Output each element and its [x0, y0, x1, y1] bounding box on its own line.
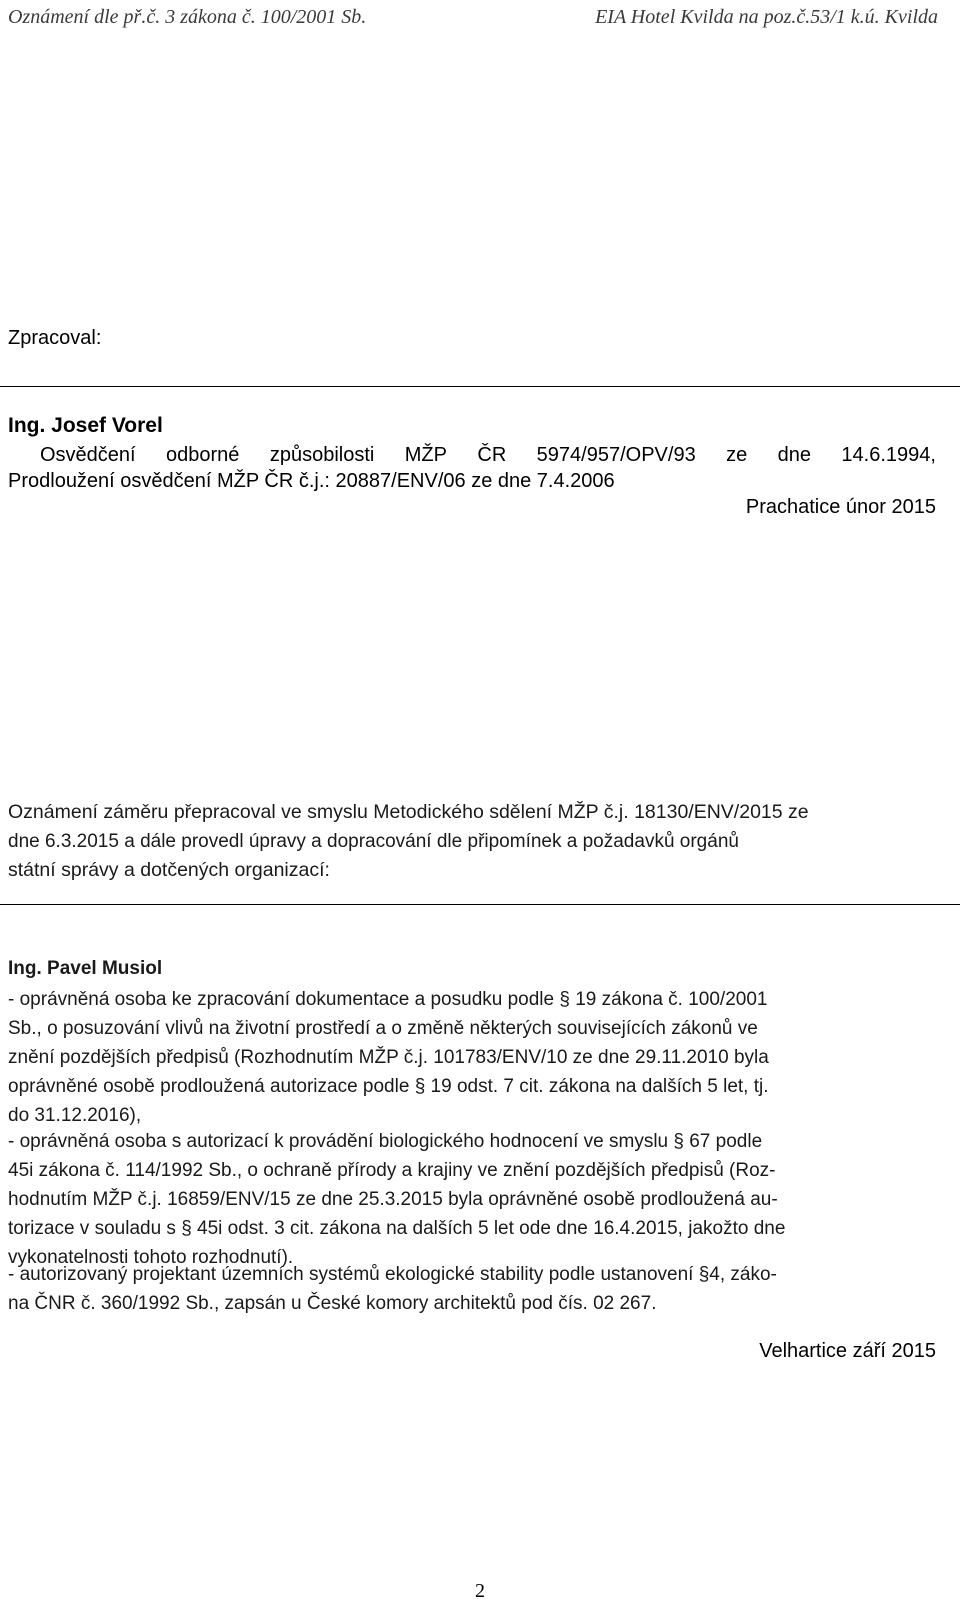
paragraph-line: hodnutím MŽP č.j. 16859/ENV/15 ze dne 25.3.2015 byla oprávněné osobě prodloužená au- [8, 1189, 778, 1210]
revision-line-2: dne 6.3.2015 a dále provedl úpravy a dopracování dle připomínek a požadavků orgánů [8, 831, 739, 852]
paragraph-line: na ČNR č. 360/1992 Sb., zapsán u České komory architektů pod čís. 02 267. [8, 1293, 657, 1314]
certificate-word: Osvědčení [40, 444, 136, 466]
paragraph-line: - oprávněná osoba s autorizací k provádění biologického hodnocení ve smyslu § 67 podle [8, 1131, 763, 1152]
certificate-word: dne [777, 444, 811, 466]
paragraph-line: vykonatelnosti tohoto rozhodnutí). [8, 1247, 294, 1268]
certificate-word: způsobilosti [269, 444, 375, 466]
divider [0, 904, 960, 905]
place-date-2: Velhartice září 2015 [759, 1340, 936, 1362]
paragraph-line: 45i zákona č. 114/1992 Sb., o ochraně přírody a krajiny ve znění pozdějších předpisů (Roz- [8, 1160, 776, 1181]
paragraph-line: - oprávněná osoba ke zpracování dokumentace a posudku podle § 19 zákona č. 100/2001 [8, 989, 768, 1010]
paragraph-line: - autorizovaný projektant územních systémů ekologické stability podle ustanovení §4, záko- [8, 1264, 777, 1285]
certificate-word: MŽP [404, 444, 447, 466]
revision-line-3: státní správy a dotčených organizací: [8, 859, 330, 881]
divider [0, 386, 960, 387]
revision-line-1: Oznámení záměru přepracoval ve smyslu Metodického sdělení MŽP č.j. 18130/ENV/2015 ze [8, 801, 809, 823]
certificate-extension-line: Prodloužení osvědčení MŽP ČR č.j.: 20887/ENV/06 ze dne 7.4.2006 [8, 470, 615, 492]
certificate-word: ČR [477, 444, 507, 466]
paragraph-line: do 31.12.2016), [8, 1105, 142, 1126]
certificate-line [40, 442, 936, 468]
certificate-word: odborné [166, 444, 240, 466]
place-date-1: Prachatice únor 2015 [745, 496, 936, 518]
header-right: EIA Hotel Kvilda na poz.č.53/1 k.ú. Kvilda [595, 6, 938, 28]
authorization-paragraph-1 [8, 985, 958, 1130]
author-name-1: Ing. Josef Vorel [8, 414, 163, 437]
paragraph-line: torizace v souladu s § 45i odst. 3 cit. zákona na dalších 5 let ode dne 16.4.2015, jakožto dne [8, 1218, 786, 1239]
prepared-by-label: Zpracoval: [8, 327, 102, 349]
paragraph-line: znění pozdějších předpisů (Rozhodnutím MŽP č.j. 101783/ENV/10 ze dne 29.11.2010 byla [8, 1047, 769, 1068]
author-name-2: Ing. Pavel Musiol [8, 958, 163, 979]
certificate-word: ze [726, 444, 748, 466]
paragraph-line: Sb., o posuzování vlivů na životní prostředí a o změně některých souvisejících zákonů ve [8, 1018, 758, 1039]
authorization-paragraph-2 [8, 1127, 958, 1272]
paragraph-line: oprávněné osobě prodloužená autorizace podle § 19 odst. 7 cit. zákona na dalších 5 let, tj. [8, 1076, 769, 1097]
header-left: Oznámení dle př.č. 3 zákona č. 100/2001 Sb. [8, 6, 367, 28]
authorization-paragraph-3 [8, 1260, 958, 1318]
certificate-word: 14.6.1994, [841, 444, 936, 466]
certificate-word: 5974/957/OPV/93 [536, 444, 696, 466]
revision-paragraph [8, 798, 958, 885]
page-number: 2 [475, 1580, 485, 1602]
